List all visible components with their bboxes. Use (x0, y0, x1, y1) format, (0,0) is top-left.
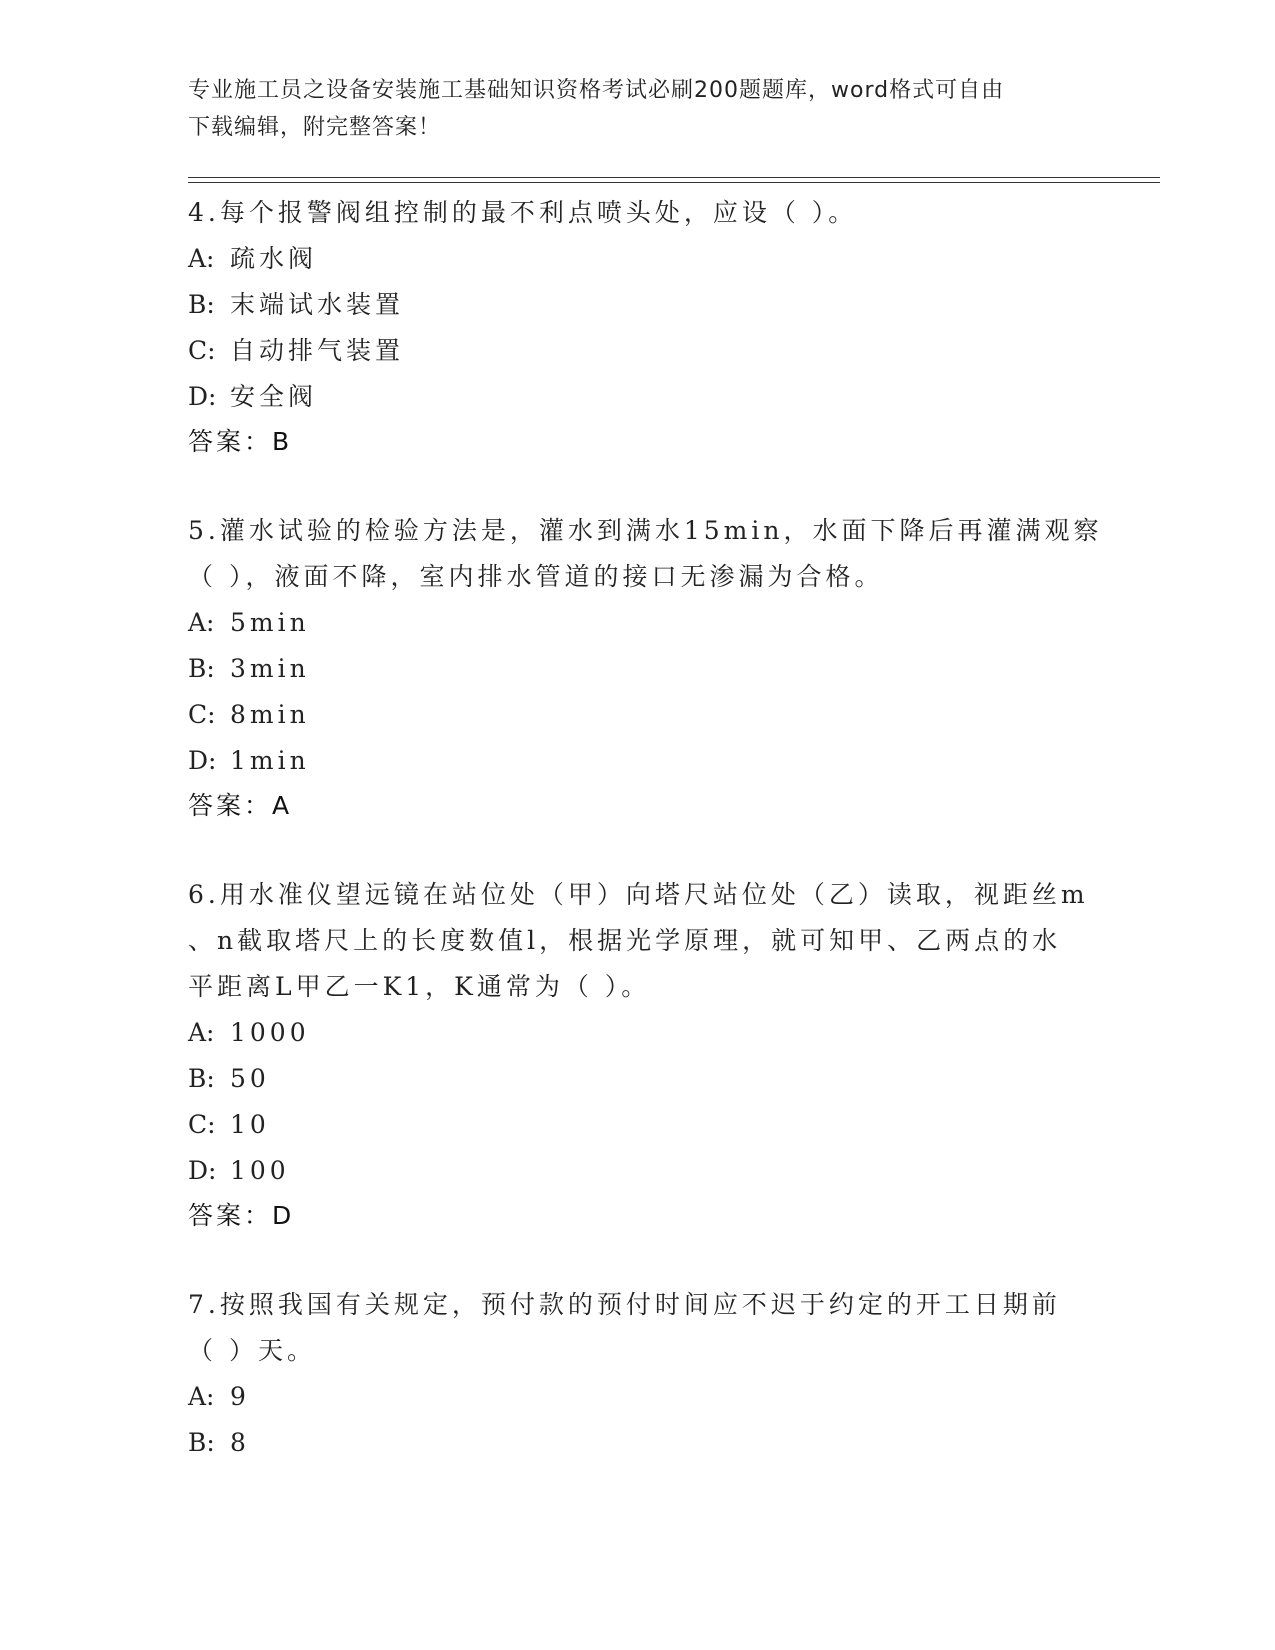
answer-line (188, 1194, 1088, 1238)
question-block (188, 508, 1103, 872)
question-text: （ ）天。 (188, 1336, 316, 1365)
header-line-1: 专业施工员之设备安装施工基础知识资格考试必刷200题题库，word格式可自由 (188, 78, 1005, 103)
answer-option (188, 646, 1088, 692)
option-key: A: (188, 1018, 215, 1047)
header-line-2: 下载编辑，附完整答案！ (188, 115, 442, 140)
option-text: 疏水阀 (230, 244, 318, 273)
option-key: B: (188, 1428, 215, 1457)
option-key: A: (188, 1382, 215, 1411)
question-text: （ ），液面不降，室内排水管道的接口无渗漏为合格。 (188, 562, 884, 591)
option-key: B: (188, 1064, 215, 1093)
option-key: D: (188, 746, 217, 775)
answer-option (188, 1056, 1088, 1102)
question-text: 5.灌水试验的检验方法是，灌水到满水15min，水面下降后再灌满观察 (188, 516, 1103, 545)
answer-option (188, 600, 1088, 646)
answer-option (188, 1102, 1088, 1148)
header-divider-top (188, 177, 1160, 178)
answer-option (188, 282, 1088, 328)
question-block (188, 872, 1088, 1282)
answer-option (188, 692, 1088, 738)
answer-option (188, 738, 1088, 784)
answer-option (188, 1148, 1088, 1194)
answer-option (188, 1010, 1088, 1056)
answer-option (188, 236, 1088, 282)
answer-label: 答案： (188, 791, 273, 820)
question-text: 平距离L甲乙一K1，K通常为（ ）。 (188, 972, 651, 1001)
option-text: 8 (230, 1428, 250, 1457)
option-key: C: (188, 336, 216, 365)
answer-value: D (272, 1201, 293, 1230)
option-text: 安全阀 (230, 382, 318, 411)
option-text: 3min (230, 654, 310, 683)
option-text: 自动排气装置 (230, 336, 405, 365)
question-block (188, 190, 1088, 508)
option-text: 1000 (230, 1018, 310, 1047)
option-key: D: (188, 382, 217, 411)
question-list (188, 190, 1103, 1466)
question-text: 7.按照我国有关规定，预付款的预付时间应不迟于约定的开工日期前 (188, 1290, 1061, 1319)
option-key: D: (188, 1156, 217, 1185)
question-block (188, 1282, 1088, 1466)
question-spacer (188, 464, 1088, 508)
option-text: 5min (230, 608, 310, 637)
question-text: 6.用水准仪望远镜在站位处（甲）向塔尺站位处（乙）读取，视距丝m (188, 880, 1089, 909)
document-header (188, 72, 1088, 146)
option-key: B: (188, 290, 215, 319)
option-key: A: (188, 608, 215, 637)
option-text: 9 (230, 1382, 250, 1411)
question-spacer (188, 1238, 1088, 1282)
option-key: B: (188, 654, 215, 683)
question-spacer (188, 828, 1088, 872)
answer-label: 答案： (188, 427, 273, 456)
option-text: 10 (230, 1110, 270, 1139)
answer-label: 答案： (188, 1201, 273, 1230)
answer-line (188, 420, 1088, 464)
answer-value: B (272, 427, 291, 456)
option-text: 100 (230, 1156, 290, 1185)
option-key: A: (188, 244, 215, 273)
question-text: 4.每个报警阀组控制的最不利点喷头处，应设（ ）。 (188, 198, 858, 227)
answer-option (188, 1420, 1088, 1466)
option-text: 末端试水装置 (230, 290, 405, 319)
option-key: C: (188, 1110, 216, 1139)
option-text: 1min (230, 746, 310, 775)
answer-option (188, 1374, 1088, 1420)
answer-line (188, 784, 1088, 828)
answer-option (188, 374, 1088, 420)
answer-option (188, 328, 1088, 374)
option-text: 50 (230, 1064, 270, 1093)
answer-value: A (272, 791, 291, 820)
option-key: C: (188, 700, 216, 729)
header-divider-bottom (188, 182, 1160, 183)
option-text: 8min (230, 700, 310, 729)
question-text: 、n截取塔尺上的长度数值l，根据光学原理，就可知甲、乙两点的水 (188, 926, 1062, 955)
